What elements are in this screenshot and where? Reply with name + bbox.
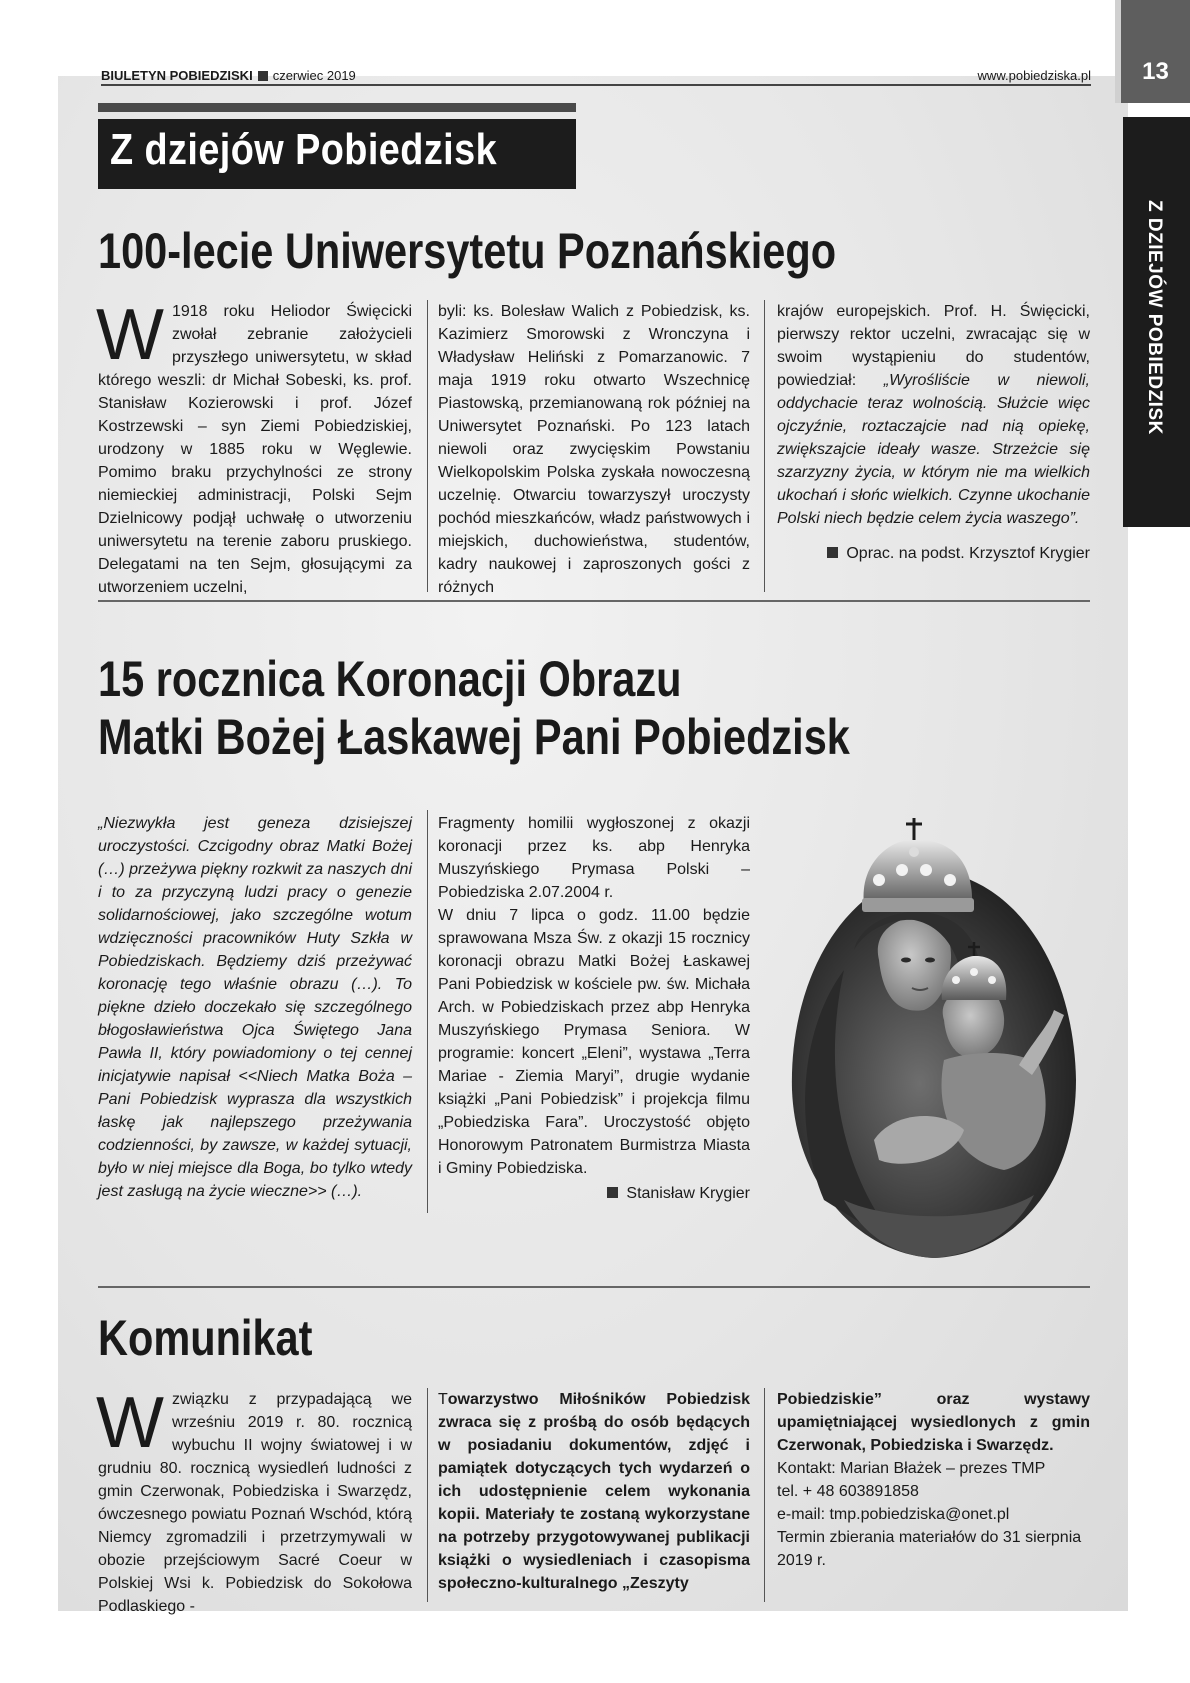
page-number-strip <box>1115 0 1190 103</box>
column-divider <box>764 300 765 592</box>
article2-signature: Stanisław Krygier <box>626 1185 750 1202</box>
section-label: Z dziejów Pobiedzisk <box>110 125 498 174</box>
article1-col3-quote: „Wyrośliście w niewoli, oddychacie teraz wolnością. Służcie więc ojczyźnie, roztaczajcie nad nią opiekę, zwiększajcie ideały wasze. Strzeżcie się szarzyzny życia, w którym nie ma wielkich ukochań i słońc wielkich. Czynne ukochanie Polski niech będzie celem życia waszego”. <box>777 372 1090 527</box>
article2-col1-quote: „Niezwykła jest geneza dzisiejszej uroczystości. Czcigodny obraz Matki Bożej (…) przeżywa piękny rozkwit za naszych dni i to za przyczyną ludzi pracy o genezie solidarnościowej, jako szczególne wotum wdzięczności pracowników Huty Szkła w Pobiedziskach. Będziemy dziś przeżywać koronację tego właśnie obrazu (…). To piękne dzieło doczekało się szczególnego błogosławieństwa Ojca Świętego Jana Pawła II, który powiadomiony o tej cennej inicjatywie napisał <<Niech Matka Boża – Pani Pobiedzisk wyprasza dla wszystkich łaskę jak najlepszego przeżywania codzienności, by zawsze, w każdej sytuacji, było w niej miejsce dla Boga, bo tylko wtedy jest zasługą na życie wieczne>> (…). <box>98 815 412 1200</box>
contact-person: Kontakt: Marian Błażek – prezes TMP <box>777 1460 1046 1477</box>
article1-col3-paragraph <box>777 300 1090 530</box>
article1-column-1 <box>96 295 412 599</box>
signature-square-icon <box>827 547 838 558</box>
collection-deadline: Termin zbierania materiałów do 31 sierpnia 2019 r. <box>777 1529 1082 1569</box>
article-separator <box>98 1286 1090 1288</box>
page-number: 13 <box>1142 58 1169 85</box>
article2-title-line-2: Matki Bożej Łaskawej Pani Pobiedzisk <box>98 709 850 765</box>
article3-col2-first-letter: T <box>438 1391 448 1408</box>
article2-col2-paragraph-2: W dniu 7 lipca o godz. 11.00 będzie sprawowana Msza Św. z okazji 15 rocznicy koronacji obrazu Matki Bożej Łaskawej Pani Pobiedzisk w kościele pw. św. Michała Arch. w Pobiedziskach przez abp Henryka Muszyńskiego Prymasa Seniora. W programie: koncert „Eleni”, wystawa „Terra Mariae - Ziemia Maryi”, drugie wydanie książki „Pani Pobiedzisk” i projekcja filmu „Pobiedziska Fara”. Uroczystość objęto Honorowym Patronatem Burmistrza Miasta i Gminy Pobiedziska. <box>438 907 750 1177</box>
column-divider <box>427 810 428 1213</box>
running-header-left <box>101 68 356 83</box>
article1-column-2 <box>438 300 750 599</box>
article3-column-3 <box>777 1388 1090 1572</box>
signature-square-icon <box>607 1187 618 1198</box>
article1-dropcap: W <box>96 295 164 375</box>
publication-name: BIULETYN POBIEDZISKI <box>101 68 253 83</box>
article2-column-1 <box>98 812 412 1203</box>
article3-col2-paragraph <box>438 1388 750 1595</box>
website-link[interactable]: www.pobiedziska.pl <box>977 68 1091 83</box>
article1-column-3 <box>777 300 1090 565</box>
section-side-tab-label: Z DZIEJÓW POBIEDZISK <box>1144 200 1165 435</box>
article1-col2-text: byli: ks. Bolesław Walich z Pobiedzisk, ks. Kazimierz Smorowski z Wronczyna i Władysław Heliński z Pomarzanowic. 7 maja 1919 roku otwarto Wszechnicę Piastowską, przemianowaną rok później na Uniwersytet Poznański. Po 123 latach niewoli oraz zwycięskim Powstaniu Wielkopolskim Polska zyskała nowoczesną uczelnię. Otwarciu towarzyszył uroczysty pochód mieszkańców, władz państwowych i miejskich, duchowieństwa, studentów, kadry naukowej i zaproszonych gości z różnych <box>438 303 750 596</box>
article1-signature-line <box>777 542 1090 565</box>
contact-phone[interactable]: tel. + 48 603891858 <box>777 1483 919 1500</box>
article2-column-2 <box>438 812 750 1205</box>
article2-signature-line <box>438 1182 750 1205</box>
article1-signature: Oprac. na podst. Krzysztof Krygier <box>846 545 1090 562</box>
column-divider <box>427 300 428 592</box>
article3-col2-text: owarzystwo Miłośników Pobiedzisk zwraca się z prośbą do osób będących w posiadaniu dokumentów, zdjęć i pamiątek dotyczących tych wydarzeń o ich udostępnienie celem wykonania kopii. Materiały te zostaną wykorzystane na potrzeby przygotowywanej publikacji książki o wysiedleniach i czasopisma społeczno-kulturalnego „Zeszyty <box>438 1391 750 1592</box>
article3-column-1 <box>96 1383 412 1618</box>
column-divider <box>427 1388 428 1602</box>
article1-title: 100-lecie Uniwersytetu Poznańskiego <box>98 223 837 279</box>
article3-dropcap: W <box>96 1383 164 1463</box>
column-divider <box>764 1388 765 1602</box>
header-rule <box>101 84 1091 86</box>
separator-square-icon <box>258 71 268 81</box>
article2-col2-paragraph-1: Fragmenty homilii wygłoszonej z okazji koronacji przez ks. abp Henryka Muszyńskiego Prymasa Polski – Pobiedziska 2.07.2004 r. <box>438 815 750 901</box>
article3-title: Komunikat <box>98 1310 313 1366</box>
article3-col1-text: związku z przypadającą we wrześniu 2019 r. 80. rocznicą wybuchu II wojny światowej i w grudniu 80. rocznicą wysiedleń ludności z gmin Czerwonak, Pobiedziska i Swarzędz, ówczesnego powiatu Poznań Wschód, którą Niemcy zgromadzili i przetrzymywali w obozie przejściowym Sacré Coeur w Polskiej Wsi k. Pobiedzisk do Sokołowa Podlaskiego - <box>98 1391 412 1615</box>
article3-column-2 <box>438 1388 750 1595</box>
article1-col1-text: 1918 roku Heliodor Święcicki zwołał zebranie założycieli przyszłego uniwersytetu, w skład którego weszli: dr Michał Sobeski, ks. prof. Stanisław Kozierowski i prof. Józef Kostrzewski – syn Ziemi Pobiedziskiej, urodzony w 1885 roku w Węglewie. Pomimo braku przychylności ze strony niemieckiej administracji, Polski Sejm Dzielnicowy podjął uchwałę o utworzeniu uniwersytetu na terenie zaboru pruskiego. Delegatami na ten Sejm, głosującymi za utworzeniem uczelni, <box>98 303 412 596</box>
page-strip-highlight <box>1115 0 1121 103</box>
article-separator <box>98 600 1090 602</box>
contact-email[interactable]: e-mail: tmp.pobiedziska@onet.pl <box>777 1506 1010 1523</box>
article1-col3-text: krajów europejskich. Prof. H. Święcicki, pierwszy rektor uczelni, zwracając się w swoim wystąpieniu do studentów, powiedział: <box>777 303 1090 389</box>
issue-date: czerwiec 2019 <box>272 68 356 83</box>
madonna-crown <box>862 818 974 912</box>
madonna-painting-image <box>784 810 1084 1265</box>
article3-col3-text: Pobiedziskie” oraz wystawy upamiętniającej wysiedlonych z gmin Czerwonak, Pobiedziska i Swarzędz. <box>777 1391 1090 1454</box>
section-label-bar <box>98 103 576 112</box>
article2-title-line-1: 15 rocznica Koronacji Obrazu <box>98 651 682 707</box>
